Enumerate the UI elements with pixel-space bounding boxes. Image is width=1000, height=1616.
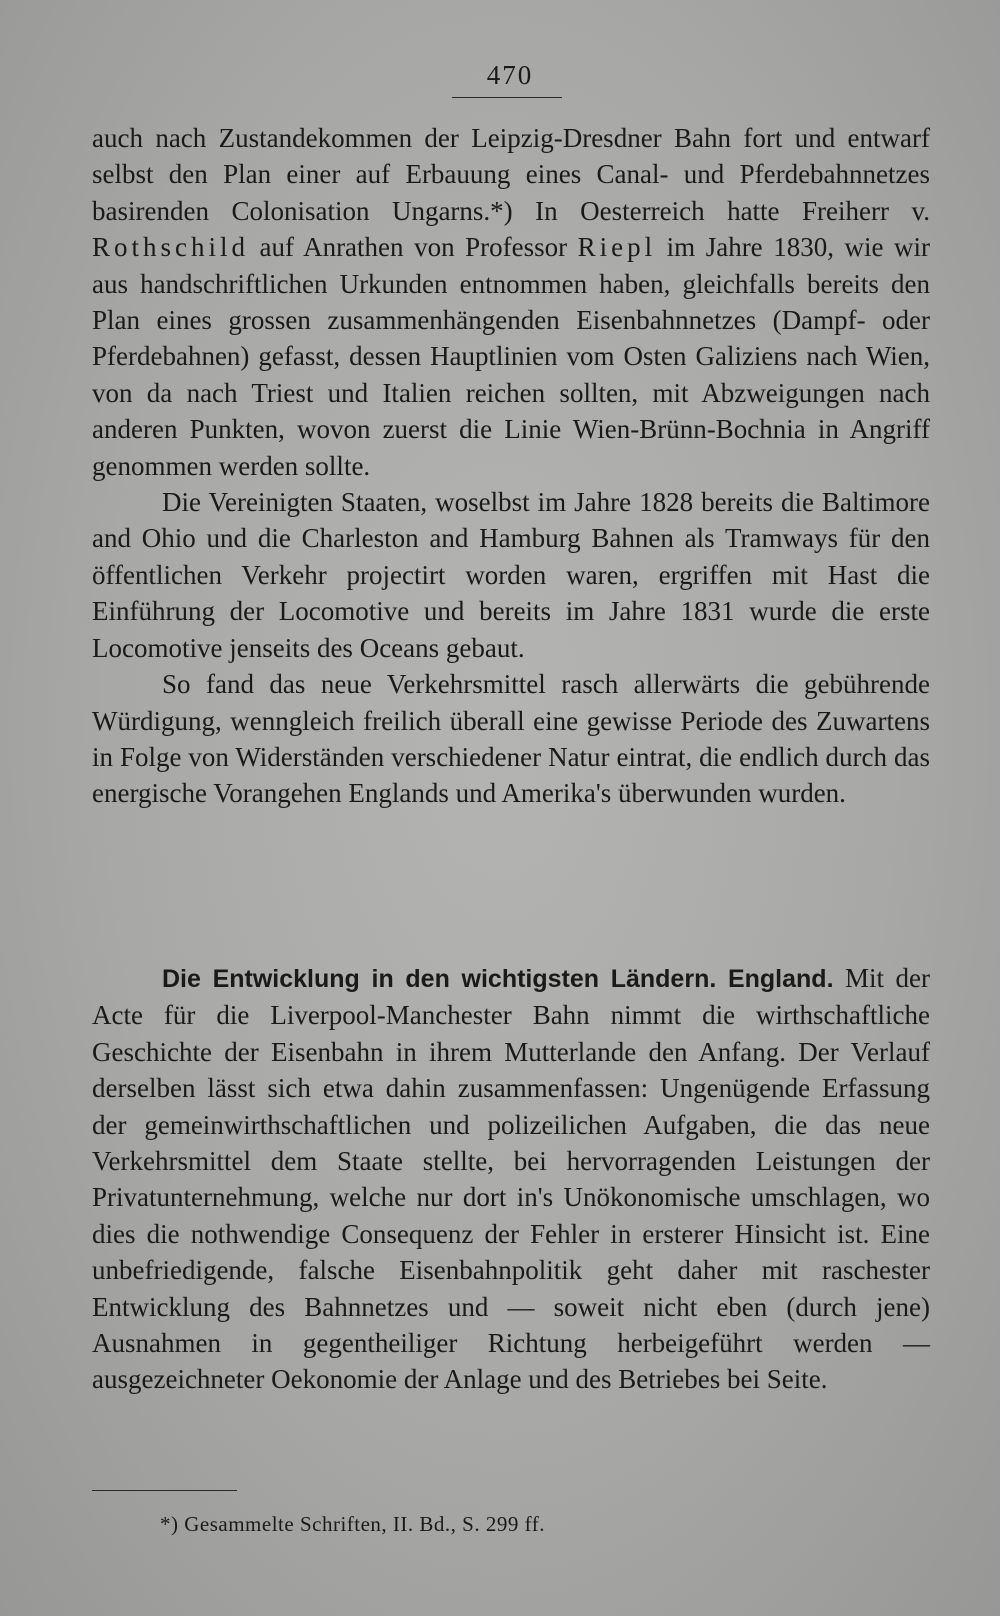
paragraph-2: Die Vereinigten Staaten, woselbst im Jahre 1828 bereits die Baltimore and Ohio und die Charleston and Hamburg Bahnen als Tramways für den öffentlichen Verkehr projectirt worden waren, ergriffen mit Hast die Einführung der Locomotive und bereits im Jahre 1831 wurde die erste Locomotive jenseits des Oceans gebaut. xyxy=(92,487,930,663)
text-block-upper xyxy=(92,120,930,812)
page-number: 470 xyxy=(486,60,534,90)
paragraph-1-text-d: im Jahre 1830, wie wir aus handschriftlichen Urkunden entnommen haben, gleichfalls bereits den Plan eines grossen zusammenhängenden Eisenbahnnetzes (Dampf- oder Pferdebahnen) gefasst, dessen Hauptlinien vom Osten Galiziens nach Wien, von da nach Triest und Italien reichen sollten, mit Abzweigungen nach anderen Punkten, wovon zuerst die Linie Wien-Brünn-Bochnia in Angriff genommen werden sollte. xyxy=(92,232,930,481)
paragraph-1-text-b: In Oesterreich hatte Freiherr v. xyxy=(512,195,930,226)
footnote-rule xyxy=(92,1490,237,1491)
paragraph-1-text-c: auf Anrathen von Professor xyxy=(249,232,578,263)
footnote-reference: *) xyxy=(490,195,513,226)
text-block-lower xyxy=(92,960,930,1398)
paragraph-1 xyxy=(92,120,930,484)
paragraph-3: So fand das neue Verkehrsmittel rasch allerwärts die gebührende Würdigung, wenngleich freilich überall eine gewisse Periode des Zuwartens in Folge von Widerständen verschiedener Natur eintrat, die endlich durch das energische Vorangehen Englands und Amerika's überwunden wurden. xyxy=(92,669,930,809)
footnote: *) Gesammelte Schriften, II. Bd., S. 299 ff. xyxy=(160,1512,545,1536)
paragraph-4 xyxy=(92,960,930,1398)
paragraph-4-body: Mit der Acte für die Liverpool-Manchester Bahn nimmt die wirthschaftliche Geschichte der Eisenbahn in ihrem Mutterlande den Anfang. Der Verlauf derselben lässt sich etwa dahin zusammenfassen: Ungenügende Erfassung der gemeinwirthschaftlichen und polizeilichen Aufgaben, die das neue Verkehrsmittel dem Staate stellte, bei hervorragenden Leistungen der Privatunternehmung, welche nur dort in's Unökonomische umschlagen, wo dies die nothwendige Consequenz der Fehler in ersterer Hinsicht ist. Eine unbefriedigende, falsche Eisenbahnpolitik geht daher mit raschester Entwicklung des Bahnnetzes und — soweit nicht eben (durch jene) Ausnahmen in gegentheiliger Richtung herbeigeführt werden — ausgezeichneter Oekonomie der Anlage und des Betriebes bei Seite. xyxy=(92,963,930,1395)
name-riepl: Riepl xyxy=(577,232,657,263)
name-rothschild: Rothschild xyxy=(92,232,250,263)
section-heading: Die Entwicklung in den wichtigsten Ländern. England. xyxy=(162,965,834,993)
paragraph-1-text-a: auch nach Zustandekommen der Leipzig-Dresdner Bahn fort und entwarf selbst den Plan einer auf Erbauung eines Canal- und Pferdebahnnetzes basirenden Colonisation Ungarns. xyxy=(92,123,930,226)
header-rule xyxy=(452,97,562,98)
